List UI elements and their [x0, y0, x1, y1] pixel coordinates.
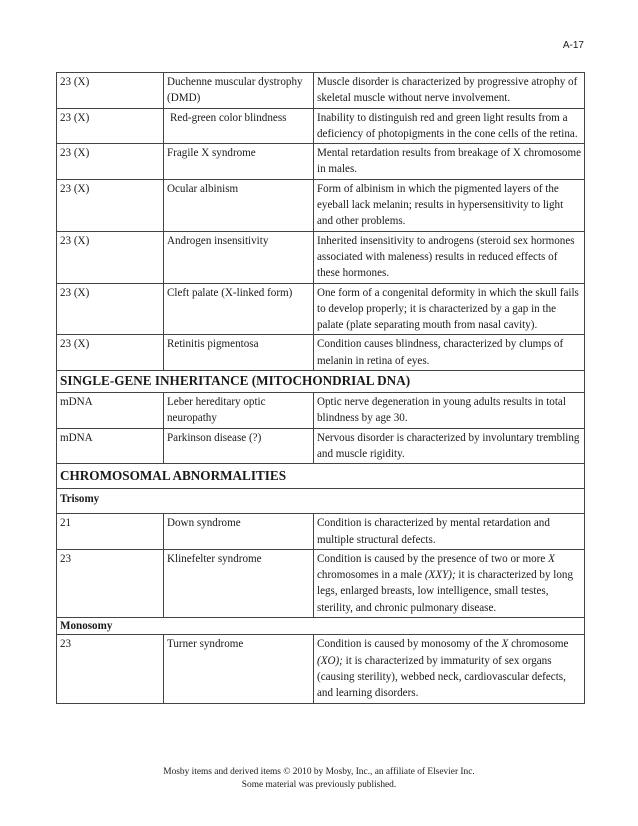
chromosome-cell: mDNA: [57, 428, 164, 464]
table-row: [57, 108, 585, 144]
description-cell: Condition is characterized by mental retardation and multiple structural defects.: [314, 514, 585, 550]
disorder-cell: Leber hereditary optic neuropathy: [164, 393, 314, 429]
table-row: [57, 335, 585, 371]
subsection-row: [57, 489, 585, 514]
chromosome-cell: 23 (X): [57, 144, 164, 180]
page-number: A-17: [562, 40, 584, 51]
table-row: [57, 393, 585, 429]
description-cell: Inherited insensitivity to androgens (steroid sex hormones associated with maleness) results in reduced effects of these hormones.: [314, 231, 585, 283]
description-text: chromosomes in a male: [317, 569, 425, 582]
chromosome-cell: 23: [57, 635, 164, 703]
disorder-cell: Cleft palate (X-linked form): [164, 283, 314, 335]
description-italic: (XO);: [317, 654, 343, 667]
table-row: [57, 635, 585, 703]
footer-line-1: Mosby items and derived items © 2010 by Mosby, Inc., an affiliate of Elsevier Inc.: [163, 767, 475, 777]
section-title-chromosomal: CHROMOSOMAL ABNORMALITIES: [57, 464, 585, 489]
description-cell: Optic nerve degeneration in young adults results in total blindness by age 30.: [314, 393, 585, 429]
table-row: [57, 549, 585, 617]
description-cell: Nervous disorder is characterized by involuntary trembling and muscle rigidity.: [314, 428, 585, 464]
table-row: [57, 73, 585, 109]
disorder-cell: Klinefelter syndrome: [164, 549, 314, 617]
subsection-title-trisomy: Trisomy: [57, 489, 585, 514]
description-text: Condition is caused by monosomy of the: [317, 638, 502, 651]
disorder-cell: Fragile X syndrome: [164, 144, 314, 180]
description-italic: (XXY);: [424, 569, 456, 582]
disorder-cell: Down syndrome: [164, 514, 314, 550]
description-cell: Condition causes blindness, characterized by clumps of melanin in retina of eyes.: [314, 335, 585, 371]
description-cell: [314, 549, 585, 617]
section-title-mitochondrial: SINGLE-GENE INHERITANCE (MITOCHONDRIAL DNA): [57, 371, 585, 393]
description-text: Condition is caused by the presence of two or more: [317, 552, 549, 565]
table-row: [57, 514, 585, 550]
description-cell: Mental retardation results from breakage of X chromosome in males.: [314, 144, 585, 180]
chromosome-cell: 23 (X): [57, 108, 164, 144]
description-cell: [314, 635, 585, 703]
description-cell: Muscle disorder is characterized by progressive atrophy of skeletal muscle without nerve involvement.: [314, 73, 585, 109]
description-text: chromosome: [508, 638, 569, 651]
chromosome-cell: mDNA: [57, 393, 164, 429]
chromosome-cell: 21: [57, 514, 164, 550]
disorder-cell: Duchenne muscular dystrophy (DMD): [164, 73, 314, 109]
chromosome-cell: 23 (X): [57, 335, 164, 371]
genetic-disorders-table: [56, 72, 585, 704]
footer-line-2: Some material was previously published.: [241, 779, 397, 790]
chromosome-cell: 23 (X): [57, 231, 164, 283]
table-row: [57, 231, 585, 283]
chromosome-cell: 23 (X): [57, 73, 164, 109]
chromosome-cell: 23 (X): [57, 179, 164, 231]
disorder-cell: Androgen insensitivity: [164, 231, 314, 283]
section-header-row: [57, 371, 585, 393]
table-row: [57, 144, 585, 180]
table-row: [57, 283, 585, 335]
disorder-cell: Red-green color blindness: [164, 108, 314, 144]
disorder-cell: Retinitis pigmentosa: [164, 335, 314, 371]
description-text: it is characterized by immaturity of sex organs (causing sterility), webbed neck, cardiovascular defects, and learning disorders.: [317, 654, 566, 700]
disorder-cell: Ocular albinism: [164, 179, 314, 231]
table-row: [57, 428, 585, 464]
chromosome-cell: 23: [57, 549, 164, 617]
description-text: it is characterized by long legs, enlarged breasts, low intelligence, small testes, sterility, and chronic pulmonary disease.: [317, 569, 574, 614]
table-row: [57, 179, 585, 231]
description-italic: X: [501, 638, 509, 651]
copyright-footer: [0, 766, 638, 791]
description-cell: Form of albinism in which the pigmented layers of the eyeball lack melanin; results in hypersensitivity to light and other problems.: [314, 179, 585, 231]
disorder-cell: Parkinson disease (?): [164, 428, 314, 464]
chromosome-cell: 23 (X): [57, 283, 164, 335]
description-cell: Inability to distinguish red and green light results from a deficiency of photopigments in the cone cells of the retina.: [314, 108, 585, 144]
disorder-cell: Turner syndrome: [164, 635, 314, 703]
section-header-row: [57, 464, 585, 489]
subsection-row: [57, 618, 585, 635]
subsection-title-monosomy: Monosomy: [57, 618, 585, 635]
description-italic: X: [548, 552, 555, 565]
description-cell: One form of a congenital deformity in which the skull fails to develop properly; it is characterized by a gap in the palate (plate separating mouth from nasal cavity).: [314, 283, 585, 335]
